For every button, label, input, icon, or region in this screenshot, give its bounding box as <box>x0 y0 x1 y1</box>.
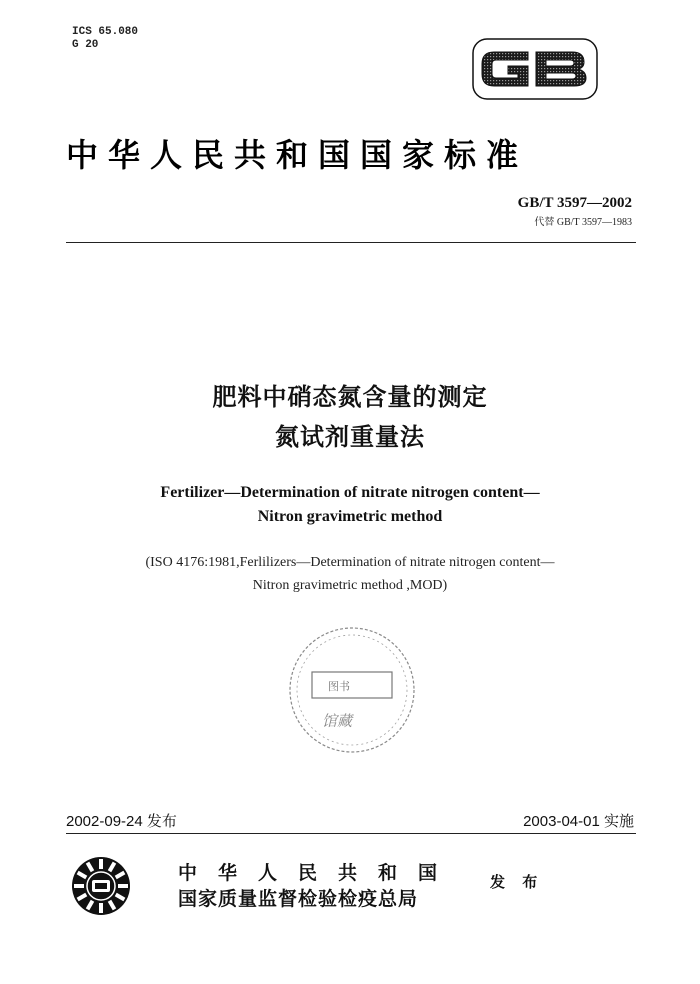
header-divider <box>66 242 636 243</box>
publish-label: 发 布 <box>490 873 544 891</box>
ics-code: ICS 65.080 <box>72 26 139 38</box>
effective-date: 2003-04-01 实施 <box>523 813 634 830</box>
issuer-line-1: 中华人民共和国 <box>178 862 459 884</box>
english-title-line-2: Nitron gravimetric method <box>257 508 443 525</box>
chinese-title-line-2: 氮试剂重量法 <box>275 423 425 451</box>
iso-reference-line-1: (ISO 4176:1981,Ferlilizers—Determination of nitrate nitrogen content— <box>145 555 555 570</box>
english-title-line-1: Fertilizer—Determination of nitrate nitrogen content— <box>160 484 540 501</box>
stamp-box-text: 图书 <box>328 680 350 693</box>
replaces-note: 代替 GB/T 3597—1983 <box>534 217 632 228</box>
standard-number: GB/T 3597—2002 <box>517 195 632 211</box>
chinese-title-line-1: 肥料中硝态氮含量的测定 <box>212 383 488 411</box>
classification-codes <box>72 26 138 52</box>
ccs-code: G 20 <box>72 39 99 51</box>
standard-code-block <box>518 195 632 228</box>
iso-reference-line-2: Nitron gravimetric method ,MOD) <box>252 578 448 593</box>
standard-title: 中华人民共和国国家标准 <box>66 136 529 174</box>
national-emblem-icon <box>70 855 132 917</box>
issuer-line-2: 国家质量监督检验检疫总局 <box>178 888 419 910</box>
library-stamp-icon <box>282 620 422 760</box>
stamp-main-text: 馆藏 <box>322 712 353 730</box>
gb-logo-icon <box>472 38 598 100</box>
issue-date: 2002-09-24 发布 <box>66 813 177 830</box>
footer-divider <box>66 833 636 834</box>
